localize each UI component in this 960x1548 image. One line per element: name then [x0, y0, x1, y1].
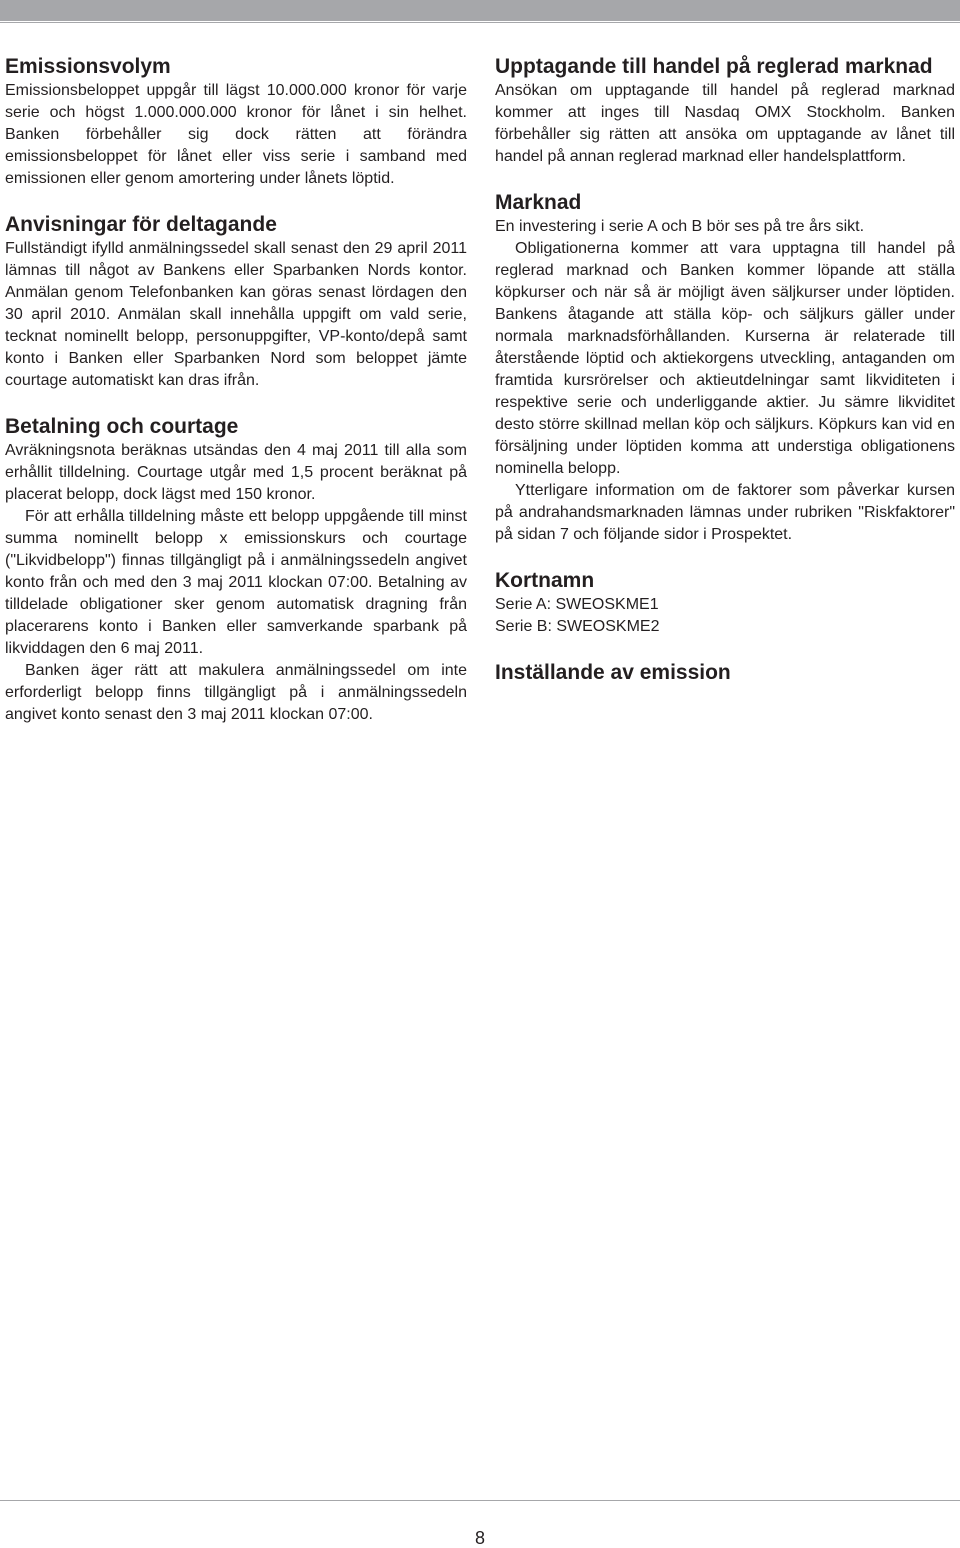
heading-kortnamn: Kortnamn: [495, 569, 595, 592]
paragraph: Obligationerna kommer att vara upptagna till handel på reglerad marknad och Banken kommer löpande att ställa köpkurser och när så är möjligt även säljkurser under löptiden. Bankens åtagande att ställa köp- och säljkurs gäller under normala marknadsförhållanden. Kurserna är relaterade till återstående löptid och aktiekorgens utveckling, antaganden om framtida kursrörelser och aktieutdelningar samt likviditeten i respektive serie och underliggande aktier. Ju sämre likviditet desto större skillnad mellan köp och säljkurs. Köpkurs kan vid en försäljning under löptiden komma att understiga obligationens nominella belopp.: [495, 240, 955, 477]
heading-anvisningar: Anvisningar för deltagande: [5, 213, 277, 236]
right-column: [495, 54, 955, 708]
heading-marknad: Marknad: [495, 191, 582, 214]
section-anvisningar: [5, 212, 467, 392]
paragraph: En investering i serie A och B bör ses på tre års sikt.: [495, 218, 865, 235]
section-emissionsvolym: [5, 54, 467, 190]
heading-installande: Inställande av emission: [495, 661, 731, 684]
heading-upptagande: Upptagande till handel på reglerad marknad: [495, 55, 933, 78]
serie-b-code: Serie B: SWEOSKME2: [495, 618, 660, 635]
paragraph: För att erhålla tilldelning måste ett belopp uppgående till minst summa nominellt belopp x emissionskurs och courtage ("Likvidbelopp") finnas tillgängligt på i anmälningssedeln angivet konto från och med den 3 maj 2011 klockan 07:00. Betalning av tilldelade obligationer sker genom automatisk dragning från placerarens konto i Banken eller samverkande sparbank på likviddagen den 6 maj 2011.: [5, 508, 467, 657]
header-divider: [0, 22, 960, 23]
section-marknad: [495, 190, 955, 546]
section-kortnamn: [495, 568, 955, 638]
section-installande: [495, 660, 955, 686]
paragraph: Ansökan om upptagande till handel på reglerad marknad kommer att inges till Nasdaq OMX Stockholm. Banken förbehåller sig rätten att ansöka om upptagande av lånet till handel på annan reglerad marknad eller handelsplattform.: [495, 82, 955, 165]
paragraph: Emissionsbeloppet uppgår till lägst 10.000.000 kronor för varje serie och högst 1.000.000.000 kronor för lånet i sin helhet. Banken förbehåller sig dock rätten att förändra emissionsbeloppet för lånet eller viss serie i samband med emissionen eller genom amortering under lånets löptid.: [5, 82, 467, 187]
page-number: 8: [474, 1528, 485, 1548]
section-betalning: [5, 414, 467, 726]
heading-betalning: Betalning och courtage: [5, 415, 239, 438]
serie-a-code: Serie A: SWEOSKME1: [495, 596, 659, 613]
section-upptagande: [495, 54, 955, 168]
paragraph: Banken äger rätt att makulera anmälningssedel om inte erforderligt belopp finns tillgängligt på i anmälningssedeln angivet konto senast den 3 maj 2011 klockan 07:00.: [5, 662, 467, 723]
paragraph: Fullständigt ifylld anmälningssedel skall senast den 29 april 2011 lämnas till något av Bankens eller Sparbanken Nords kontor. Anmälan genom Telefonbanken kan göras senast lördagen den 30 april 2010. Anmälan skall innehålla uppgift om vald serie, tecknat nominellt belopp, personuppgifter, VP-konto/depå samt konto i Banken eller Sparbanken Nord som beloppet jämte courtage automatiskt kan dras ifrån.: [5, 240, 467, 389]
paragraph: Ytterligare information om de faktorer som påverkar kursen på andrahandsmarknaden lämnas under rubriken "Riskfaktorer" på sidan 7 och följande sidor i Prospektet.: [495, 482, 955, 543]
paragraph: Avräkningsnota beräknas utsändas den 4 maj 2011 till alla som erhållit tilldelning. Courtage utgår med 1,5 procent beräknat på placerat belopp, dock lägst med 150 kronor.: [5, 442, 467, 503]
footer-divider: [0, 1500, 960, 1501]
header-bar: [0, 0, 960, 21]
left-column: [5, 54, 467, 748]
heading-emissionsvolym: Emissionsvolym: [5, 55, 171, 78]
